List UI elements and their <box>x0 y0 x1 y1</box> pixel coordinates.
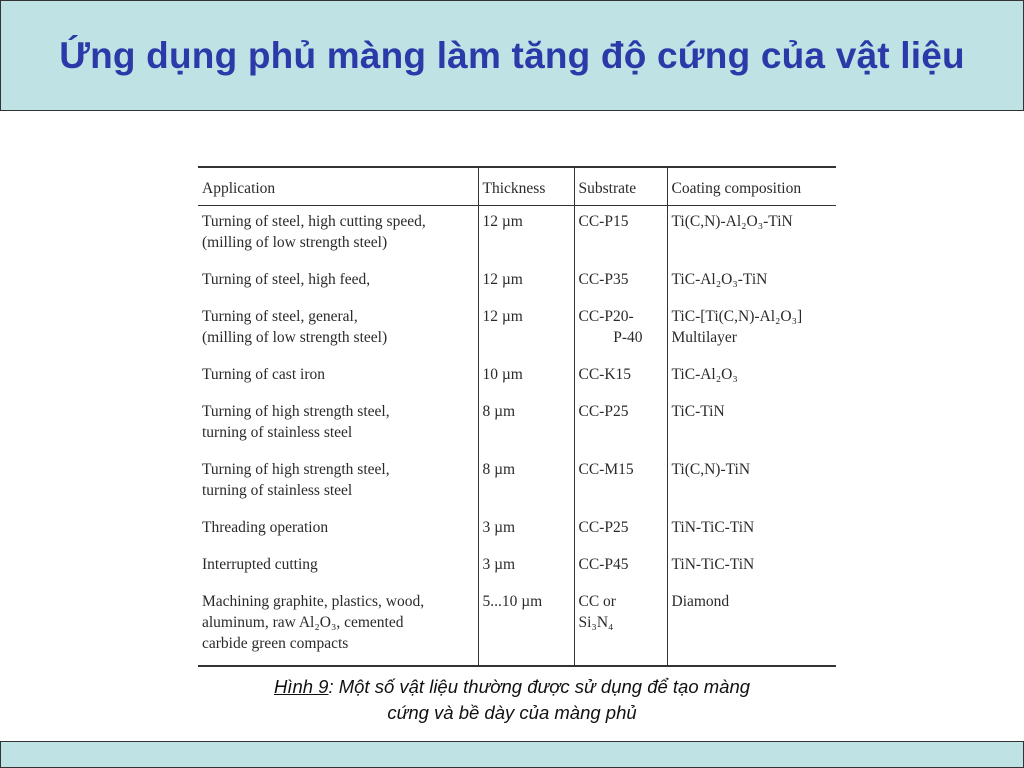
title-bar <box>0 0 1024 111</box>
application-line: aluminum, raw Al₂O₃, cemented <box>202 614 404 631</box>
cell-coating-composition: Diamond <box>671 593 730 610</box>
application-line: turning of stainless steel <box>202 424 353 441</box>
header-coating-composition: Coating composition <box>667 167 836 206</box>
substrate-line: CC-P25 <box>578 519 629 536</box>
caption-text-line1: : Một số vật liệu thường được sử dụng để tạo màng <box>328 676 751 697</box>
substrate-line: CC-K15 <box>578 366 632 383</box>
cell-application <box>198 206 478 265</box>
header-thickness: Thickness <box>478 167 574 206</box>
application-line: carbide green compacts <box>202 635 349 652</box>
table-row <box>198 512 836 549</box>
cell-substrate <box>574 454 667 512</box>
cell-substrate <box>574 206 667 265</box>
caption-text-line2: cứng và bề dày của màng phủ <box>387 702 637 723</box>
cell-substrate <box>574 549 667 586</box>
cell-coating-composition: TiN-TiC-TiN <box>671 556 755 573</box>
cell-application <box>198 301 478 359</box>
table-row <box>198 586 836 666</box>
cell-thickness: 8 µm <box>478 396 574 454</box>
coating-table-container <box>198 166 836 660</box>
cell-thickness: 10 µm <box>478 359 574 396</box>
substrate-line: CC-M15 <box>578 461 634 478</box>
substrate-line: CC-P25 <box>578 403 629 420</box>
cell-thickness: 12 µm <box>478 206 574 265</box>
cell-thickness: 5...10 µm <box>478 586 574 666</box>
cell-coating-composition: TiC-Al₂O₃ <box>671 366 738 383</box>
cell-coating-composition: Ti(C,N)-Al₂O₃-TiN <box>671 213 793 230</box>
table-row <box>198 454 836 512</box>
application-line: Interrupted cutting <box>202 556 318 573</box>
application-line: Turning of steel, general, <box>202 308 358 325</box>
application-line: Machining graphite, plastics, wood, <box>202 593 425 610</box>
cell-coating-composition: TiN-TiC-TiN <box>671 519 755 536</box>
cell-application <box>198 512 478 549</box>
table-body <box>198 206 836 667</box>
substrate-line: Si₃N₄ <box>578 614 614 631</box>
cell-thickness: 12 µm <box>478 264 574 301</box>
cell-application <box>198 549 478 586</box>
figure-label: Hình 9 <box>273 676 329 697</box>
table-header-row <box>198 167 836 206</box>
cell-substrate <box>574 359 667 396</box>
substrate-line: CC-P20- <box>578 308 634 325</box>
table-row <box>198 206 836 265</box>
application-line: Turning of steel, high cutting speed, <box>202 213 426 230</box>
cell-thickness: 12 µm <box>478 301 574 359</box>
substrate-line: CC or <box>578 593 616 610</box>
header-application: Application <box>198 167 478 206</box>
cell-coating-composition: Ti(C,N)-TiN <box>671 461 751 478</box>
cell-thickness: 3 µm <box>478 512 574 549</box>
footer-bar <box>0 741 1024 768</box>
figure-caption <box>180 674 844 726</box>
cell-substrate <box>574 264 667 301</box>
cell-coating-composition: TiC-[Ti(C,N)-Al₂O₃] Multilayer <box>671 308 803 346</box>
application-line: Turning of high strength steel, <box>202 461 390 478</box>
application-line: (milling of low strength steel) <box>202 329 388 346</box>
application-line: Turning of cast iron <box>202 366 325 383</box>
coating-table <box>198 166 836 667</box>
table-row <box>198 359 836 396</box>
application-line: (milling of low strength steel) <box>202 234 388 251</box>
substrate-line: CC-P15 <box>578 213 629 230</box>
application-line: Threading operation <box>202 519 329 536</box>
header-substrate: Substrate <box>574 167 667 206</box>
cell-thickness: 8 µm <box>478 454 574 512</box>
slide-title: Ứng dụng phủ màng làm tăng độ cứng của vật liệu <box>59 34 965 76</box>
cell-coating-composition: TiC-Al₂O₃-TiN <box>671 271 768 288</box>
table-row <box>198 396 836 454</box>
cell-application <box>198 359 478 396</box>
cell-thickness: 3 µm <box>478 549 574 586</box>
substrate-line: CC-P45 <box>578 556 629 573</box>
substrate-line: CC-P35 <box>578 271 629 288</box>
cell-coating-composition: TiC-TiN <box>671 403 725 420</box>
cell-application <box>198 396 478 454</box>
cell-substrate <box>574 512 667 549</box>
table-row <box>198 264 836 301</box>
table-row <box>198 549 836 586</box>
substrate-line: P-40 <box>613 329 643 346</box>
table-row <box>198 301 836 359</box>
cell-application <box>198 454 478 512</box>
cell-application <box>198 586 478 666</box>
cell-application <box>198 264 478 301</box>
application-line: Turning of high strength steel, <box>202 403 390 420</box>
cell-substrate <box>574 301 667 359</box>
cell-substrate <box>574 586 667 666</box>
cell-substrate <box>574 396 667 454</box>
application-line: Turning of steel, high feed, <box>202 271 371 288</box>
application-line: turning of stainless steel <box>202 482 353 499</box>
